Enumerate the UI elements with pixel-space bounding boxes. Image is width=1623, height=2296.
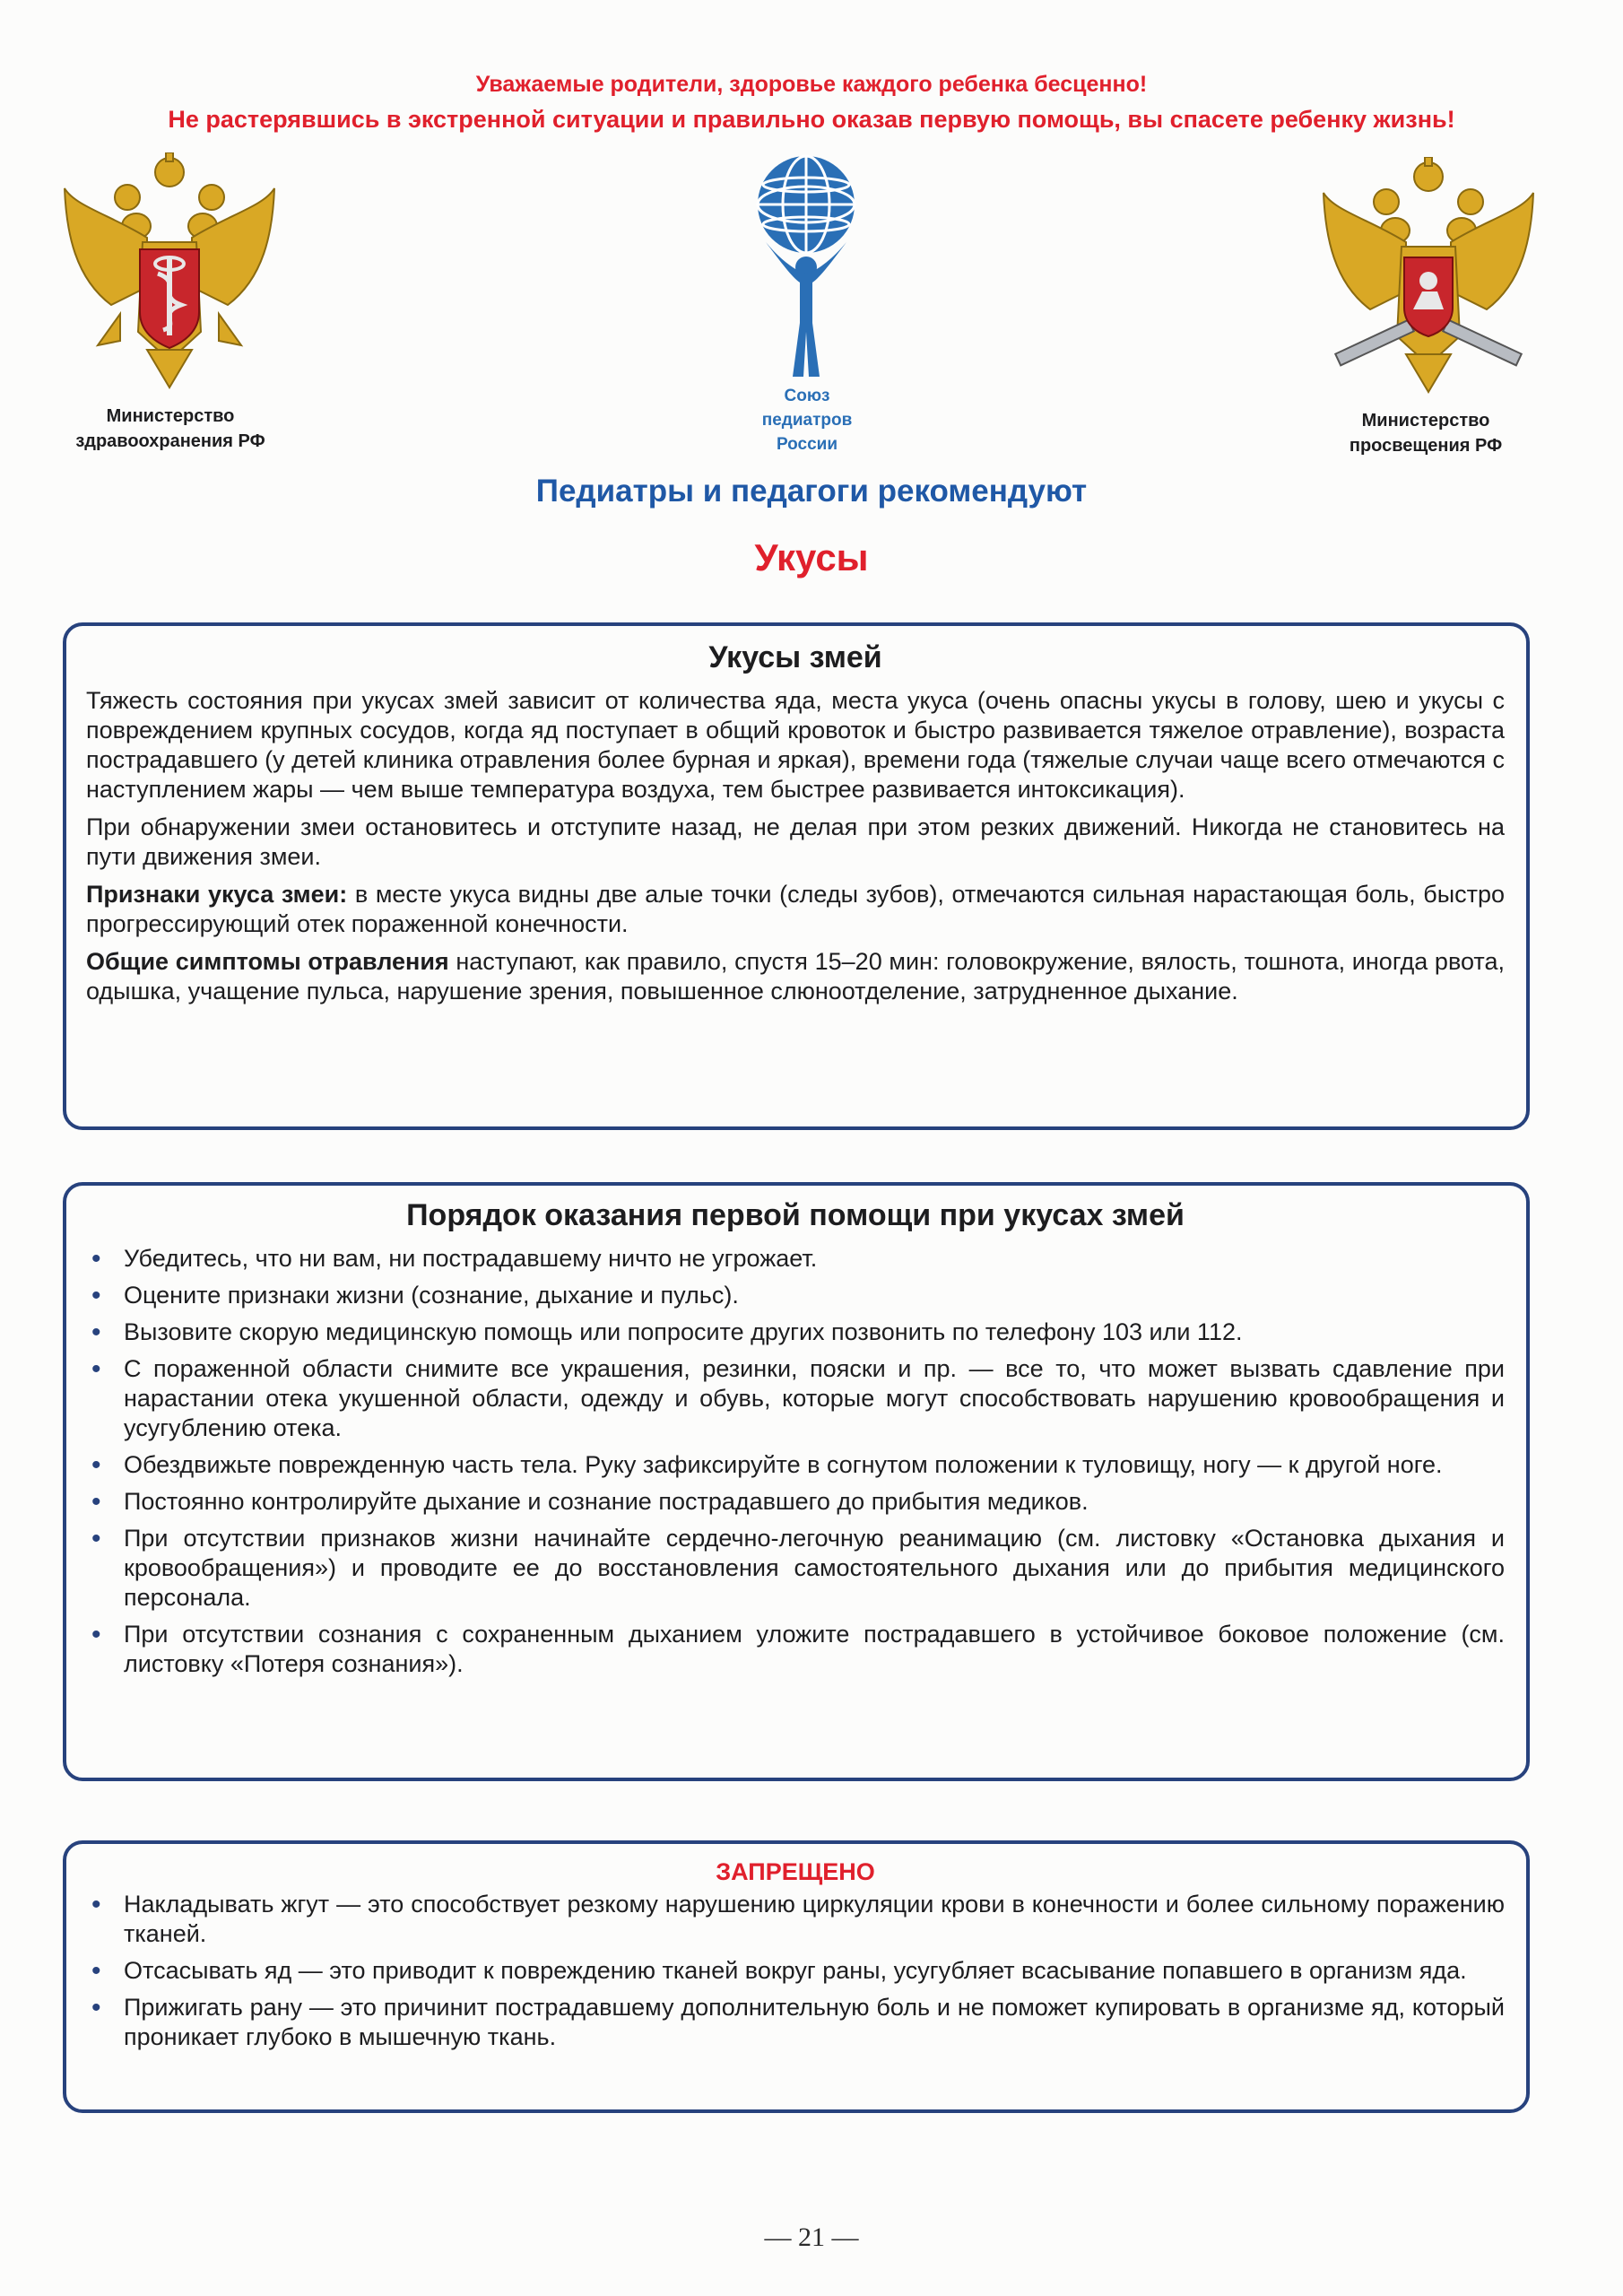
bullet-icon: • (91, 1487, 101, 1517)
bullet-icon: • (91, 1450, 101, 1480)
list-item: • Накладывать жгут — это способствует резкому нарушению циркуляции крови в конечности и более сильному поражению тканей. (91, 1890, 1505, 1947)
paragraph-signs (86, 880, 1505, 939)
list-item: • С пораженной области снимите все украшения, резинки, пояски и пр. — все то, что может вызвать сдавление при нарастании отека укушенной области, одежду и обувь, которые могут способствовать нарушению кровообращения и усугублению отека. (91, 1354, 1505, 1441)
ministry-education-label (1291, 408, 1560, 458)
prohibited-list (86, 1890, 1505, 2052)
header-line-2: Не растерявшись в экстренной ситуации и правильно оказав первую помощь, вы спасете ребенку жизнь! (168, 106, 1455, 133)
signs-label: Признаки укуса змеи: (86, 881, 348, 908)
list-item: • Оцените признаки жизни (сознание, дыхание и пульс). (91, 1281, 739, 1310)
page-subtitle: Педиатры и педагоги рекомендуют (535, 474, 1088, 509)
page-number: — 21 — (764, 2222, 859, 2252)
list-item: • Отсасывать яд — это приводит к повреждению тканей вокруг раны, усугубляет всасывание попавшего в организм яда. (91, 1956, 1467, 1986)
union-line3: России (776, 435, 838, 454)
bullet-icon: • (91, 1244, 101, 1274)
bullet-icon: • (91, 1524, 101, 1553)
first-aid-section (63, 1182, 1530, 1781)
union-pediatricians-label (699, 384, 915, 457)
list-item: • Вызовите скорую медицинскую помощь или попросите других позвонить по телефону 103 или 112. (91, 1318, 1243, 1347)
first-aid-list (86, 1244, 1505, 1679)
paragraph-encounter: При обнаружении змеи остановитесь и отступите назад, не делая при этом резких движений. Никогда не становитесь на пути движения змеи. (86, 813, 1505, 870)
paragraph-symptoms (86, 947, 1505, 1006)
union-line1: Союз (784, 387, 830, 405)
bullet-icon: • (91, 1956, 101, 1986)
list-item: • Обездвижьте поврежденную часть тела. Руку зафиксируйте в согнутом положении к туловищу, ногу — к другой ноге. (91, 1450, 1443, 1480)
list-item: • При отсутствии признаков жизни начинайте сердечно-легочную реанимацию (см. листовку «Остановка дыхания и кровообращения») и проводите ее до восстановления самостоятельного дыхания или до прибытия медицинского персонала. (91, 1524, 1505, 1611)
bullet-icon: • (91, 1890, 101, 1919)
section-title-first-aid: Порядок оказания первой помощи при укусах змей (406, 1198, 1185, 1232)
ministry-health-label (36, 404, 305, 454)
list-item: • Постоянно контролируйте дыхание и сознание пострадавшего до прибытия медиков. (91, 1487, 1089, 1517)
list-item: • Прижигать рану — это причинит пострадавшему дополнительную боль и не поможет купировать в организме яд, который проникает глубоко в мышечную ткань. (91, 1993, 1505, 2050)
union-line2: педиатров (761, 411, 853, 430)
bullet-icon: • (91, 1318, 101, 1347)
double-headed-eagle-education-emblem-icon (1316, 157, 1541, 399)
section-title-snake-bites: Укусы змей (708, 640, 882, 674)
signs-text: в месте укуса видны две алые точки (следы зубов), отмечаются сильная нарастающая боль, быстро прогрессирующий отек пораженной конечности. (86, 881, 1506, 937)
bullet-icon: • (91, 1620, 101, 1649)
snake-bites-section (63, 622, 1530, 1130)
bullet-icon: • (91, 1354, 101, 1384)
page-title: Укусы (754, 536, 869, 578)
header-line-1: Уважаемые родители, здоровье каждого ребенка бесценно! (475, 72, 1148, 97)
bullet-icon: • (91, 1281, 101, 1310)
bullet-icon: • (91, 1993, 101, 2022)
prohibited-section (63, 1840, 1530, 2113)
ministry-education-line1: Министерство (1361, 411, 1490, 430)
globe-figure-logo-icon (739, 152, 873, 381)
ministry-health-line2: здравоохранения РФ (75, 431, 265, 451)
ministry-education-line2: просвещения РФ (1349, 436, 1503, 456)
list-item: • При отсутствии сознания с сохраненным дыханием уложите пострадавшего в устойчивое боковое положение (см. листовку «Потеря сознания»). (91, 1620, 1505, 1677)
double-headed-eagle-medical-emblem-icon (57, 152, 282, 395)
ministry-health-line1: Министерство (106, 406, 235, 426)
symptoms-text: наступают, как правило, спустя 15–20 мин: головокружение, вялость, тошнота, иногда рвота, одышка, учащение пульса, нарушение зрения, повышенное слюноотделение, затрудненное дыхание. (86, 948, 1505, 1004)
section-title-prohibited: ЗАПРЕЩЕНО (716, 1858, 875, 1885)
paragraph-severity: Тяжесть состояния при укусах змей зависит от количества яда, места укуса (очень опасны укусы в голову, шею и укусы с повреждением крупных сосудов, когда яд поступает в общий кровоток и быстро развивается тяжелое отравление), возраста пострадавшего (у детей клиника отравления более бурная и яркая), времени года (тяжелые случаи чаще всего отмечаются с наступлением жары — чем выше температура воздуха, тем быстрее развивается интоксикация). (86, 687, 1505, 803)
list-item: • Убедитесь, что ни вам, ни пострадавшему ничто не угрожает. (91, 1244, 818, 1274)
symptoms-label: Общие симптомы отравления (86, 948, 449, 975)
